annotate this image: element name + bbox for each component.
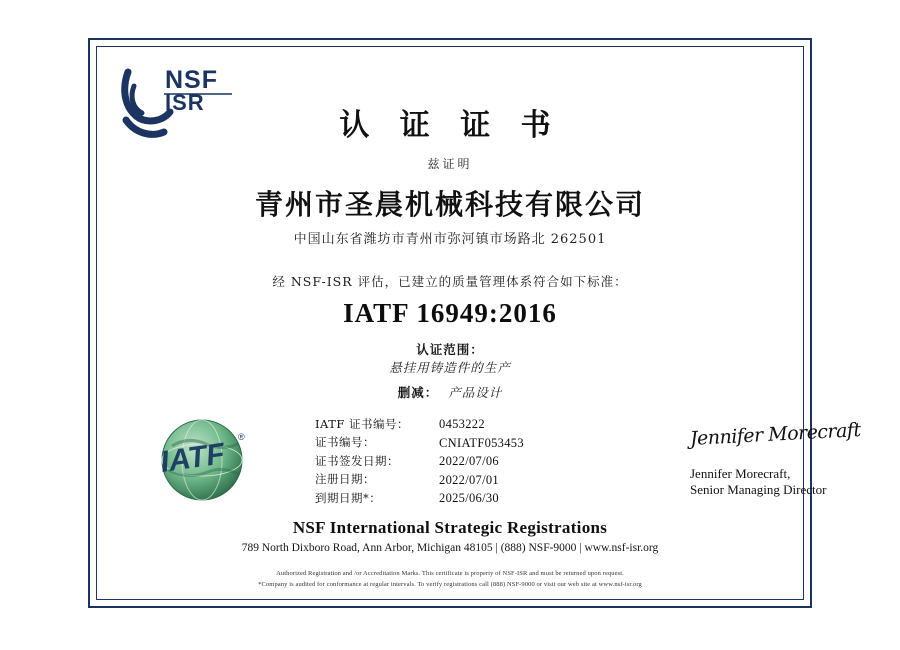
detail-key: 证书签发日期：	[315, 453, 399, 468]
detail-key: 注册日期：	[315, 472, 375, 487]
fineprint	[90, 568, 810, 590]
detail-value: 2022/07/01	[439, 472, 499, 487]
fineprint-line-1: Authorized Registration and /or Accreditation Marks. This certificate is property of NSF-ISR and must be returned upon request.	[276, 570, 624, 577]
detail-row	[315, 415, 524, 434]
page-title: 认 证 证 书	[339, 108, 561, 143]
detail-value: 2025/06/30	[439, 491, 499, 505]
company-address: 中国山东省潍坊市青州市弥河镇市场路北 262501	[293, 232, 607, 247]
signature-handwriting: Jennifer Morecraft	[689, 419, 862, 450]
detail-key: 到期日期*：	[315, 490, 382, 505]
svg-text:®: ®	[238, 432, 245, 442]
detail-value: CNIATF053453	[439, 435, 524, 450]
detail-key: IATF 证书编号：	[315, 416, 410, 431]
fineprint-line-2: *Company is audited for conformance at regular intervals. To verify registrations call (888) NSF-9000 or visit our web site at www.nsf-isr.org	[258, 581, 642, 589]
detail-row	[315, 452, 524, 471]
svg-text:IATF: IATF	[158, 437, 227, 479]
svg-text:NSF: NSF	[165, 66, 218, 94]
detail-row	[315, 434, 524, 453]
exclusion-row	[90, 383, 810, 401]
exclusion-label: 删减：	[397, 385, 439, 400]
certificate-details	[315, 415, 524, 508]
detail-value: 0453222	[439, 417, 485, 431]
exclusion-value: 产品设计	[448, 385, 503, 400]
detail-key: 证书编号：	[315, 435, 375, 450]
svg-text:ISR: ISR	[165, 90, 205, 115]
detail-row	[315, 471, 524, 490]
organization-name: NSF International Strategic Registrations	[292, 518, 608, 537]
detail-row	[315, 489, 524, 508]
detail-value: 2022/07/06	[439, 454, 499, 468]
signatory-name: Jennifer Morecraft,	[690, 466, 791, 481]
scope-label: 认证范围：	[416, 342, 484, 357]
signature-block	[689, 419, 900, 498]
company-name: 青州市圣晨机械科技有限公司	[254, 188, 645, 221]
certificate-border	[88, 38, 862, 608]
certificate-subtitle: 兹证明	[427, 157, 473, 171]
standard-name: IATF 16949:2016	[343, 298, 557, 328]
standard-lead-text: 经 NSF-ISR 评估，已建立的质量管理体系符合如下标准：	[272, 274, 628, 289]
scope-value: 悬挂用铸造件的生产	[389, 360, 511, 375]
organization-address: 789 North Dixboro Road, Ann Arbor, Michigan 48105 | (888) NSF-9000 | www.nsf-isr.org	[241, 542, 659, 554]
signatory-title: Senior Managing Director	[690, 482, 827, 497]
